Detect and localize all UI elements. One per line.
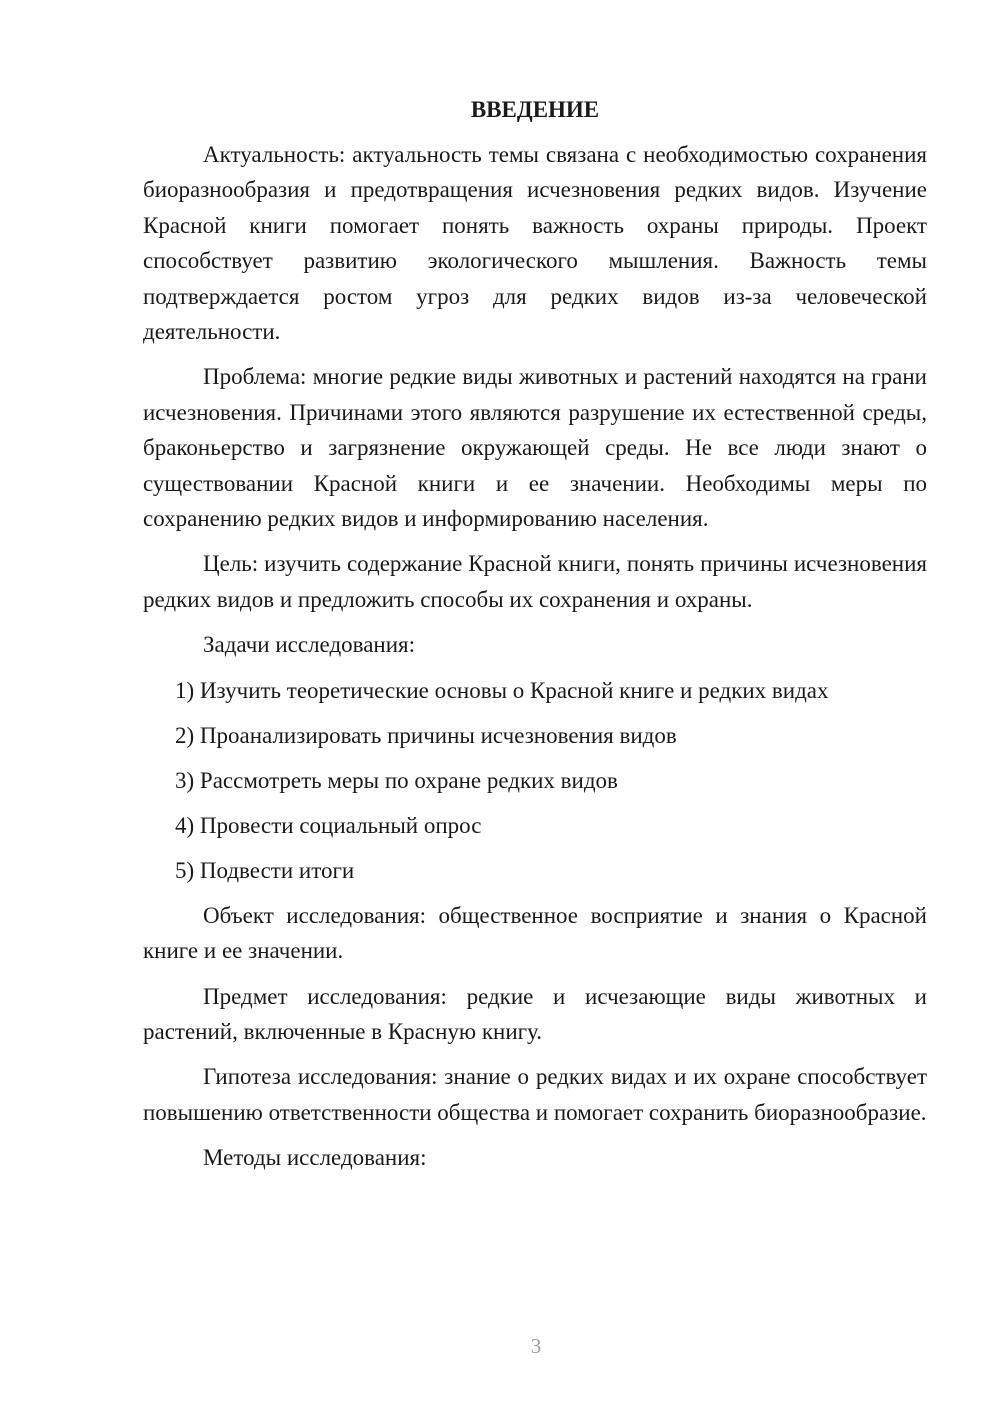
task-item: 4) Провести социальный опрос [175,812,482,838]
task-item: 2) Проанализировать причины исчезновения видов [175,722,677,748]
page-content [143,95,927,1186]
hypothesis-paragraph: Гипотеза исследования: знание о редких видах и их охране способствует повышению ответственности общества и помогает сохранить биоразнообразие. [143,1064,927,1125]
methods-heading: Методы исследования: [203,1145,427,1171]
page-title: ВВЕДЕНИЕ [470,97,600,122]
page-number: 3 [530,1334,542,1358]
tasks-list [143,673,927,888]
problem-paragraph: Проблема: многие редкие виды животных и растений находятся на грани исчезновения. Причинами этого являются разрушение их естественной среды, браконьерство и загрязнение окружающей среды. Не все люди знают о существовании Красной книги и ее значении. Необходимы меры по сохранению редких видов и информированию населения. [143,364,927,532]
goal-paragraph: Цель: изучить содержание Красной книги, понять причины исчезновения редких видов и предложить способы их сохранения и охраны. [143,551,927,612]
subject-paragraph: Предмет исследования: редкие и исчезающие виды животных и растений, включенные в Красную книгу. [143,983,927,1044]
object-paragraph: Объект исследования: общественное восприятие и знания о Красной книге и ее значении. [143,902,927,964]
task-item: 3) Рассмотреть меры по охране редких видов [175,767,618,793]
task-item: 5) Подвести итоги [175,857,355,883]
task-item: 1) Изучить теоретические основы о Красной книге и редких видах [175,677,829,703]
tasks-heading: Задачи исследования: [203,632,416,658]
relevance-paragraph: Актуальность: актуальность темы связана с необходимостью сохранения биоразнообразия и предотвращения исчезновения редких видов. Изучение Красной книги помогает понять важность охраны природы. Проект способствует развитию экологического мышления. Важность темы подтверждается ростом угроз для редких видов из-за человеческой деятельности. [143,142,927,345]
